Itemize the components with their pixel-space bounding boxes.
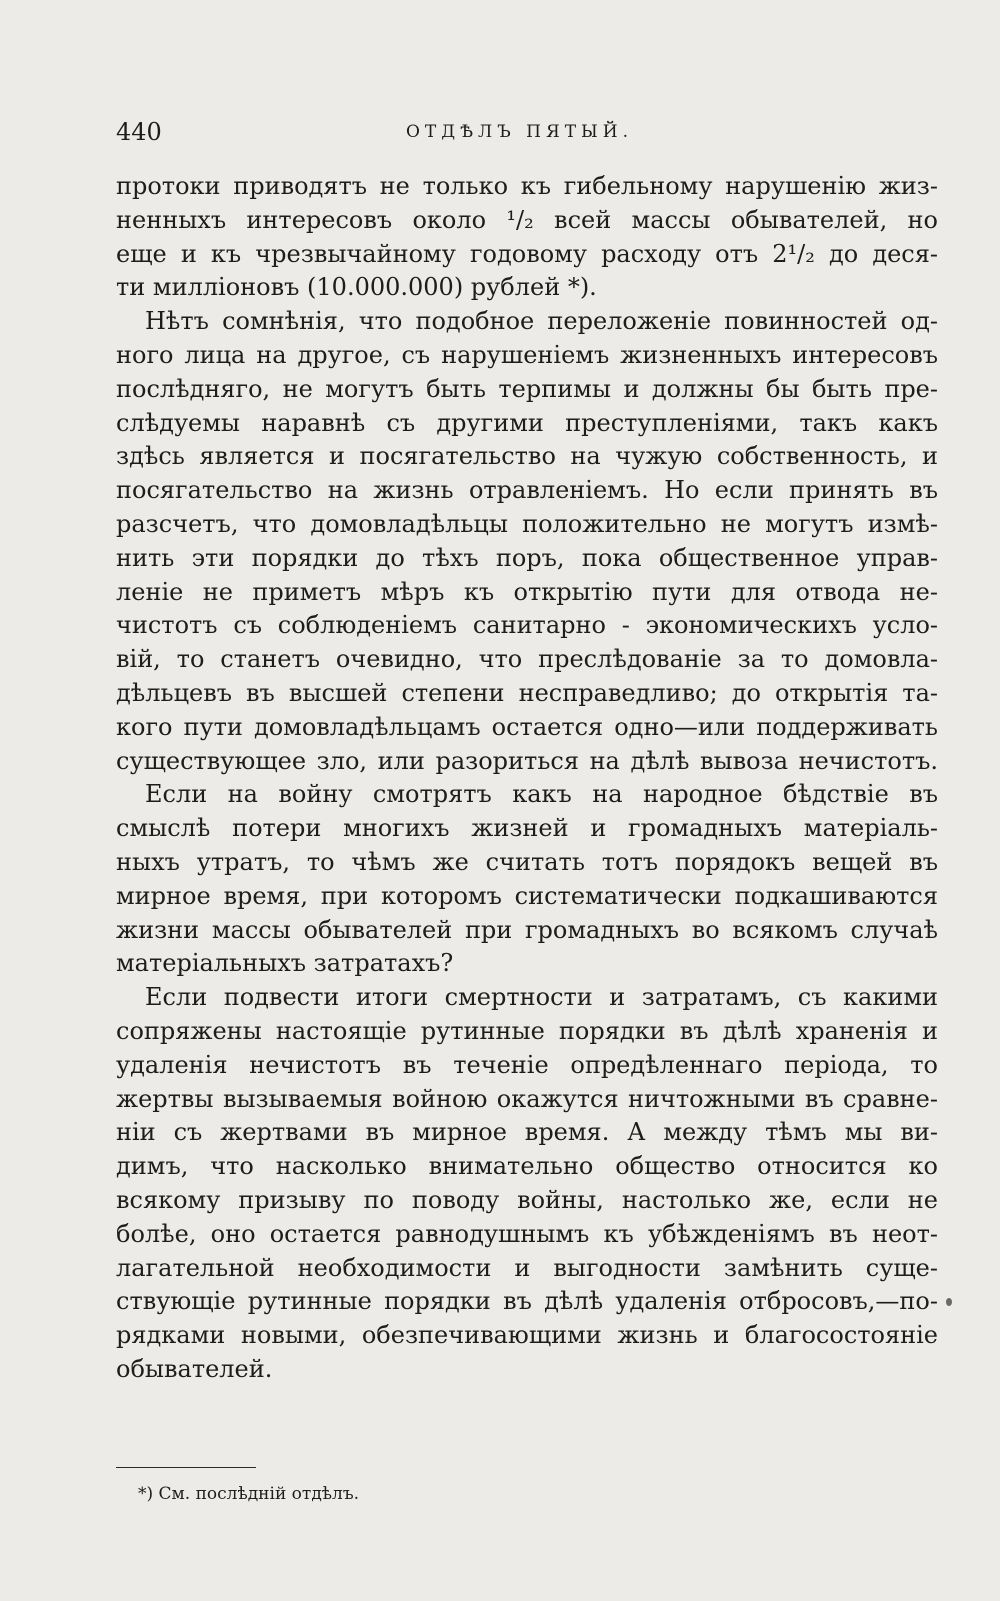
running-head: ОТДѢЛЪ ПЯТЫЙ.	[406, 122, 633, 142]
footnote-divider	[116, 1467, 256, 1468]
text-line: посягательство на жизнь отравленіемъ. Но если принять въ	[116, 476, 938, 505]
text-line: чистотъ съ соблюденіемъ санитарно - экономическихъ усло-	[116, 611, 938, 640]
text-line: лагательной необходимости и выгодности замѣнить суще-	[116, 1253, 938, 1282]
text-line: удаленія нечистотъ въ теченіе опредѣленнаго періода, то	[116, 1050, 938, 1079]
text-line: существующее зло, или разориться на дѣлѣ вывоза нечистотъ.	[116, 746, 938, 775]
text-line: жертвы вызываемыя войною окажутся ничтожными въ сравне-	[116, 1084, 938, 1113]
text-line: кого пути домовладѣльцамъ остается одно—или поддерживать	[116, 712, 938, 741]
text-line: ствующіе рутинные порядки въ дѣлѣ удаленія отбросовъ,—по-	[116, 1287, 938, 1316]
text-line: Нѣтъ сомнѣнія, что подобное переложеніе повинностей од-	[145, 307, 938, 336]
text-line: дѣльцевъ въ высшей степени несправедливо; до открытія та-	[116, 678, 938, 707]
text-line: здѣсь является и посягательство на чужую собственность, и	[116, 442, 938, 471]
text-line: ти милліоновъ (10.000.000) рублей *).	[116, 273, 597, 302]
text-line: обывателей.	[116, 1354, 273, 1383]
text-line: жизни массы обывателей при громадныхъ во всякомъ случаѣ	[116, 915, 938, 944]
text-line: ненныхъ интересовъ около ¹/₂ всей массы обывателей, но	[116, 205, 938, 234]
text-line: Если на войну смотрятъ какъ на народное бѣдствіе въ	[145, 780, 938, 809]
page-number: 440	[116, 118, 162, 146]
text-line: еще и къ чрезвычайному годовому расходу отъ 2¹/₂ до деся-	[116, 239, 938, 268]
text-line: мирное время, при которомъ систематически подкашиваются	[116, 881, 938, 910]
text-line: нить эти порядки до тѣхъ поръ, пока общественное управ-	[116, 543, 938, 572]
text-line: ныхъ утратъ, то чѣмъ же считать тотъ порядокъ вещей въ	[116, 847, 938, 876]
text-line: леніе не приметъ мѣръ къ открытію пути для отвода не-	[116, 577, 938, 606]
margin-ink-dot	[946, 1298, 952, 1306]
text-line: рядками новыми, обезпечивающими жизнь и благосостояніе	[116, 1321, 938, 1350]
footnote: *) См. послѣдній отдѣлъ.	[138, 1484, 360, 1504]
text-line: ного лица на другое, съ нарушеніемъ жизненныхъ интересовъ	[116, 340, 938, 369]
text-line: болѣе, оно остается равнодушнымъ къ убѣжденіямъ въ неот-	[116, 1219, 938, 1248]
page-header	[116, 118, 938, 148]
text-line: разсчетъ, что домовладѣльцы положительно не могутъ измѣ-	[116, 509, 938, 538]
text-line: ніи съ жертвами въ мирное время. А между тѣмъ мы ви-	[116, 1118, 938, 1147]
text-line: всякому призыву по поводу войны, настолько же, если не	[116, 1185, 938, 1214]
text-line: димъ, что насколько внимательно общество относится ко	[116, 1152, 938, 1181]
text-line: Если подвести итоги смертности и затратамъ, съ какими	[145, 983, 938, 1012]
text-line: слѣдуемы наравнѣ съ другими преступленіями, такъ какъ	[116, 408, 938, 437]
text-line: матеріальныхъ затратахъ?	[116, 949, 454, 978]
text-line: вій, то станетъ очевидно, что преслѣдованіе за то домовла-	[116, 645, 938, 674]
text-line: сопряжены настоящіе рутинные порядки въ дѣлѣ храненія и	[116, 1016, 938, 1045]
text-line: послѣдняго, не могутъ быть терпимы и должны бы быть пре-	[116, 374, 938, 403]
body-text	[116, 170, 938, 1387]
text-line: протоки приводятъ не только къ гибельному нарушенію жиз-	[116, 172, 938, 200]
text-line: смыслѣ потери многихъ жизней и громадныхъ матеріаль-	[116, 814, 938, 843]
